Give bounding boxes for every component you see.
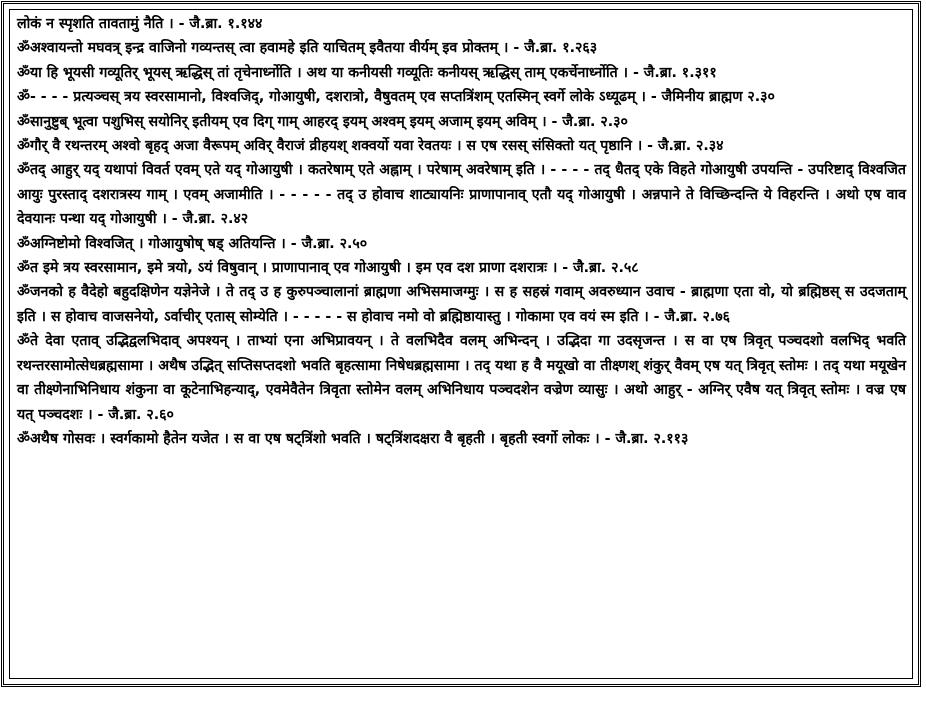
paragraph-2: ॐअश्वायन्तो मघवत्र् इन्द्र वाजिनो गव्यन्तस् त्वा हवामहे इति याचितम् इवैतया वीर्यम् इव प्रोक्तम् । - जै.ब्रा. १.२६३	[17, 40, 598, 57]
paragraph-5: ॐसानुष्टुब् भूत्वा पशुभिस् सयोनिर् इतीयम् एव दिग् गाम् आहरद् इयम् अश्वम् इयम् अजाम् इयम् अविम् । - जै.ब्रा. २.३०	[17, 113, 628, 130]
paragraph-8: ॐअग्निष्टोमो विश्वजित् । गोआयुषोष् षड् अतियन्ति । - जै.ब्रा. २.५०	[17, 235, 368, 252]
paragraph-1: लोकं न स्पृशति तावतामुं नैति । - जै.ब्रा. १.१४४	[17, 16, 263, 32]
paragraph-12: ॐअथैष गोसवः । स्वर्गकामो हैतेन यजेत । स वा एष षट्त्रिंशो भवति । षट्त्रिंशदक्षरा वै बृहती । बृहती स्वर्गो लोकः । - जै.ब्रा. २.११३	[17, 430, 689, 447]
paragraph-6: ॐगौर् वै रथन्तरम् अश्वो बृहद् अजा वैरूपम् अविर् वैराजं व्रीहयश् शक्वर्यो यवा रेवतयः । स एष रसस् संसिक्तो यत् पृष्ठानि । - जै.ब्रा. २.३४	[17, 138, 724, 155]
paragraph-10: ॐजनको ह वैदेहो बहुदक्षिणेन यज्ञेनेजे । ते तद् उ ह कुरुपञ्चालानां ब्राह्मणा अभिसमाजग्मुः । स ह सहस्रं गवाम् अवरुध्यान उवाच - ब्राह्मणा एता वो, यो ब्रह्मिष्ठस् स उदजताम् इति । स होवाच वाजसनेयो, ऽर्वाचीर् एतास् सोम्येति । - - - - - स होवाच नमो वो ब्रह्मिष्ठायास्तु । गोकामा एव वयं स्म इति । - जै.ब्रा. २.७६	[17, 284, 906, 325]
paragraph-3: ॐया हि भूयसी गव्यूतिर् भूयस् ऋद्धिस् तां तृचेनार्ध्नोति । अथ या कनीयसी गव्यूतिः कनीयस् ऋद्धिस् ताम् एकर्चेनार्ध्नोति । - जै.ब्रा. १.३११	[17, 64, 717, 81]
page-frame	[1, 1, 921, 687]
paragraph-9: ॐत इमे त्रय स्वरसामान, इमे त्रयो, ऽयं विषुवान् । प्राणापानाव् एव गोआयुषी । इम एव दश प्राणा दशरात्रः । - जै.ब्रा. २.५८	[17, 260, 639, 277]
paragraph-11: ॐते देवा एताव् उद्भिद्वलभिदाव् अपश्यन् । ताभ्यां एना अभिप्रावयन् । ते वलभिदैव वलम् अभिन्दन् । उद्भिदा गा उदसृजन्त । स वा एष त्रिवृत् पञ्चदशो वलभिद् भवति रथन्तरसामोत्सेधब्रह्मसामा । अथैष उद्भित् सप्तिसप्तदशो भवति बृहत्सामा निषेधब्रह्मसामा । तद् यथा ह वै मयूखो वा तीक्ष्णश् शंकुर् वैवम् एष यत् त्रिवृत् स्तोमः । तद् यथा मयूखेन वा तीक्ष्णेनाभिनिधाय शंकुना वा कूटेनाभिहन्याद्, एवमेवैतेन त्रिवृता स्तोमेन वलम् अभिनिधाय पञ्चदशेन वज्रेण व्यासुः । अथो आहुर् - अग्निर् एवैष यत् त्रिवृत् स्तोमः । वज्र एष यत् पञ्चदशः । - जै.ब्रा. २.६०	[17, 333, 906, 423]
text-frame	[9, 9, 913, 679]
paragraph-4: ॐ- - - - प्रत्यञ्चस् त्रय स्वरसामानो, विश्वजिद्, गोआयुषी, दशरात्रो, वैषुवतम् एव सप्तत्रिंशम् एतस्मिन् स्वर्गे लोके ऽध्यूढम् । - जैमिनीय ब्राह्मण २.३०	[17, 89, 775, 106]
paragraph-7: ॐतद् आहुर् यद् यथापां विवर्त एवम् एते यद् गोआयुषी । कतरेषाम् एते अह्नाम् । परेषाम् अवरेषाम् इति । - - - - तद् धैतद् एके विहते गोआयुषी उपयन्ति - उपरिष्टाद् विश्वजित आयुः पुरस्ताद् दशरात्रस्य गाम् । एवम् अजामीति । - - - - - तद् उ होवाच शाट्यायनिः प्राणापानाव् एतौ यद् गोआयुषी । अन्नपाने ते विच्छिन्दन्ति ये विहरन्ति । अथो एष वाव देवयानः पन्था यद् गोआयुषी । - जै.ब्रा. २.४२	[17, 162, 906, 228]
document-body	[17, 12, 906, 451]
